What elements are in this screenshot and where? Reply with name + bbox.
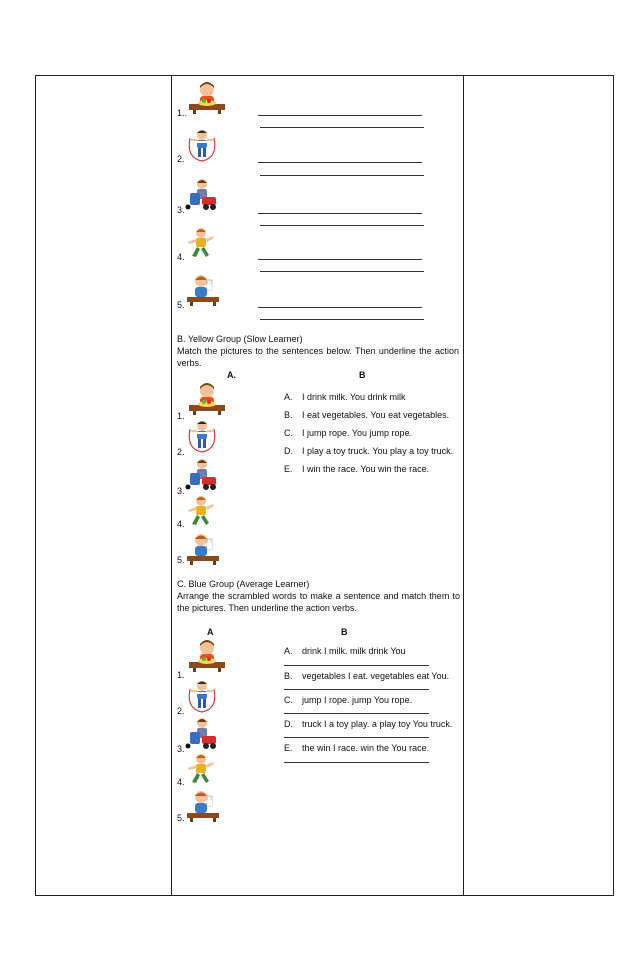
part-c-title: C. Blue Group (Average Learner) [177,579,310,589]
answer-line[interactable] [258,213,422,214]
item-number: 5. [177,300,185,310]
option-letter: E. [284,464,293,474]
answer-line[interactable] [284,737,429,738]
eating-vegetables-picture [187,638,227,672]
jumping-rope-picture [182,128,222,162]
drinking-milk-picture [183,272,223,306]
part-b-instruction: Match the pictures to the sentences below. Then underline the action verbs. [177,346,459,368]
option-text: drink I milk. milk drink You [302,646,406,656]
item-number: 1.. [177,108,188,118]
answer-line[interactable] [258,162,422,163]
answer-line[interactable] [260,127,424,128]
running-race-picture [180,494,220,528]
option-letter: A. [284,646,293,656]
item-number: 2. [177,706,185,716]
item-number: 1. [177,670,185,680]
item-number: 5. [177,813,185,823]
column-a-header: A [207,627,214,637]
answer-line[interactable] [260,271,424,272]
toy-truck-picture [180,177,220,211]
item-number: 3. [177,205,185,215]
drinking-milk-picture [183,788,223,822]
option-text: I play a toy truck. You play a toy truck. [302,446,454,456]
option-letter: B. [284,671,293,681]
option-text: vegetables I eat. vegetables eat You. [302,671,450,681]
column-b-header: B [341,627,348,637]
item-number: 3. [177,744,185,754]
answer-line[interactable] [258,115,422,116]
item-number: 1. [177,411,185,421]
item-number: 5. [177,555,185,565]
option-text: I win the race. You win the race. [302,464,430,474]
option-letter: B. [284,410,293,420]
option-letter: E. [284,743,293,753]
column-divider [171,76,172,895]
column-a-header: A. [227,370,236,380]
part-c-instruction: Arrange the scrambled words to make a sentence and match them to the pictures. Then underline the action verbs. [177,591,460,613]
answer-line[interactable] [284,762,429,763]
option-letter: D. [284,446,293,456]
answer-line[interactable] [260,175,424,176]
toy-truck-picture [180,457,220,491]
item-number: 2. [177,154,185,164]
part-b-title: B. Yellow Group (Slow Learner) [177,334,303,344]
option-letter: A. [284,392,293,402]
eating-vegetables-picture [187,80,227,114]
item-number: 4. [177,519,185,529]
running-race-picture [180,226,220,260]
answer-line[interactable] [284,713,429,714]
option-text: I drink milk. You drink milk [302,392,406,402]
answer-line[interactable] [284,689,429,690]
eating-vegetables-picture [187,381,227,415]
item-number: 2. [177,447,185,457]
answer-line[interactable] [258,259,422,260]
lesson-table [35,75,614,896]
running-race-picture [180,752,220,786]
item-number: 4. [177,777,185,787]
column-divider [463,76,464,895]
answer-line[interactable] [284,665,429,666]
option-text: I jump rope. You jump rope. [302,428,413,438]
drinking-milk-picture [183,531,223,565]
answer-line[interactable] [260,319,424,320]
toy-truck-picture [180,716,220,750]
answer-line[interactable] [260,225,424,226]
option-text: I eat vegetables. You eat vegetables. [302,410,450,420]
item-number: 3. [177,486,185,496]
jumping-rope-picture [182,679,222,713]
option-text: jump I rope. jump You rope. [302,695,413,705]
option-text: truck I a toy play. a play toy You truck. [302,719,453,729]
column-b-header: B [359,370,366,380]
option-letter: C. [284,695,293,705]
option-text: the win I race. win the You race. [302,743,430,753]
jumping-rope-picture [182,419,222,453]
option-letter: C. [284,428,293,438]
option-letter: D. [284,719,293,729]
answer-line[interactable] [258,307,422,308]
item-number: 4. [177,252,185,262]
